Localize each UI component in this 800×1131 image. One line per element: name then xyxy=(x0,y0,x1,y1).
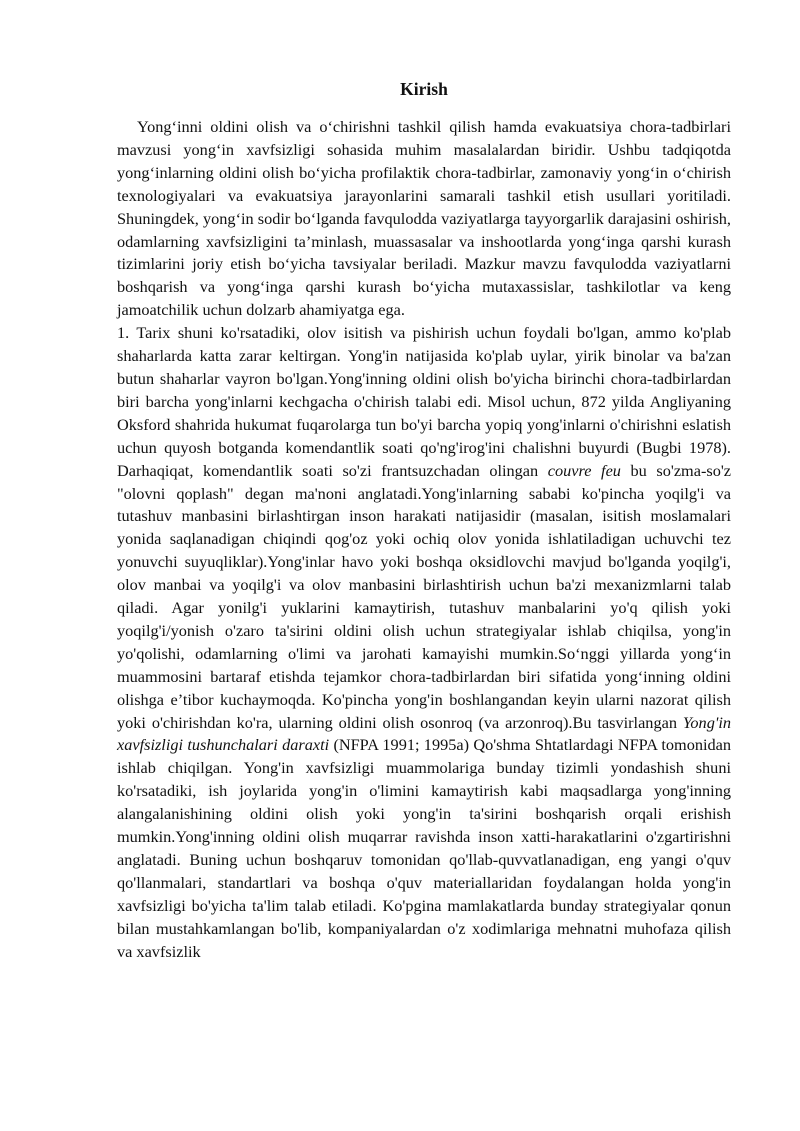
history-text-part1: 1. Tarix shuni ko'rsatadiki, olov isitish va pishirish uchun foydali bo'lgan, ammo ko'plab shaharlarda katta zarar keltirgan. Yong'in natijasida ko'plab uylar, yirik binolar va ba'zan butun shaharlar vayron bo'lgan.Yong'inning oldini olish bo'yicha birinchi chora-tadbirlardan biri barcha yong'inlarni kechgacha o'chirish talabi edi. Misol uchun, 872 yilda Angliyaning Oksford shahrida hukumat fuqarolarga tun bo'yi barcha yopiq yong'inlarni o'chirishni eslatish uchun quyosh botganda komendantlik soati qo'ng'irog'ini chalishni buyurdi (Bugbi 1978). Darhaqiqat, komendantlik soati so'zi frantsuzchadan olingan xyxy=(117,323,731,480)
document-page xyxy=(117,78,731,964)
italic-term-couvre-feu: couvre feu xyxy=(547,460,621,480)
history-text-part3: (NFPA 1991; 1995a) Qo'shma Shtatlardagi NFPA tomonidan ishlab chiqilgan. Yong'in xavfsizligi muammolariga bunday tizimli yondashish shuni ko'rsatadiki, ish joylarida yong'in o'limini kamaytirish kabi maqsadlarga yong'inning alangalanishining oldini olish yoki yong'in ta'sirini boshqarish orqali erishish mumkin.Yong'inning oldini olish muqarrar ravishda inson xatti-harakatlarini o'zgartirishni anglatadi. Buning uchun boshqaruv tomonidan qo'llab-quvvatlanadigan, eng yangi o'quv qo'llanmalari, standartlari va boshqa o'quv materiallaridan foydalangan holda yong'in xavfsizligi bo'yicha ta'lim talab etiladi. Ko'pgina mamlakatlarda bunday strategiyalar qonun bilan mustahkamlangan bo'lib, kompaniyalardan o'z xodimlariga mehnatni muhofaza qilish va xavfsizlik xyxy=(117,735,732,961)
history-paragraph xyxy=(117,322,731,963)
italic-term-concepts-tree: Yong'in xavfsizligi tushunchalari daraxti xyxy=(117,712,731,755)
history-text-part2: bu so'zma-so'z "olovni qoplash" degan ma'noni anglatadi.Yong'inlarning sababi ko'pincha yoqilg'i va tutashuv manbasini birlashtirgan inson harakati natijasidir (masalan, isitish moslamalari yonida saqlanadigan chiqindi qog'oz yoki ochiq olov yonida ishlatiladigan uchuvchi tez yonuvchi suyuqliklar).Yong'inlar havo yoki boshqa oksidlovchi mavjud bo'lganda yoqilg'i, olov manbai va yoqilg'i va olov manbasini birlashtirish uchun ba'zi mexanizmlarni talab qiladi. Agar yonilg'i yuklarini kamaytirish, tutashuv manbalarini yo'q qilish yoki yoqilg'i/yonish o'zaro ta'sirini oldini olish uchun strategiyalar ishlab chiqilsa, yong'in yo'qolishi, odamlarning o'limi va jarohati kamayishi mumkin.So‘nggi yillarda yong‘in muammosini bartaraf etishda tejamkor chora-tadbirlardan biri sifatida yong‘inning oldini olishga e’tibor kuchaymoqda. Ko'pincha yong'in boshlangandan keyin ularni nazorat qilish yoki o'chirishdan ko'ra, ularning oldini olish osonroq (va arzonroq).Bu tasvirlangan xyxy=(117,460,732,732)
intro-paragraph: Yong‘inni oldini olish va o‘chirishni tashkil qilish hamda evakuatsiya chora-tadbirlari mavzusi yong‘in xavfsizligi sohasida muhim masalalardan biridir. Ushbu tadqiqotda yong‘inlarning oldini olish bo‘yicha profilaktik chora-tadbirlar, zamonaviy yong‘in o‘chirish texnologiyalari va evakuatsiya jarayonlarini samarali tashkil etish usullari yoritiladi. Shuningdek, yong‘in sodir bo‘lganda favqulodda vaziyatlarga tayyorgarlik darajasini oshirish, odamlarning xavfsizligini ta’minlash, muassasalar va inshootlarda yong‘inga qarshi kurash tizimlarini joriy etish bo‘yicha tavsiyalar beriladi. Mazkur mavzu favqulodda vaziyatlarni boshqarish va yong‘inga qarshi kurash bo‘yicha mutaxassislar, tashkilotlar va keng jamoatchilik uchun dolzarb ahamiyatga ega. xyxy=(117,117,731,320)
page-title: Kirish xyxy=(400,79,448,99)
